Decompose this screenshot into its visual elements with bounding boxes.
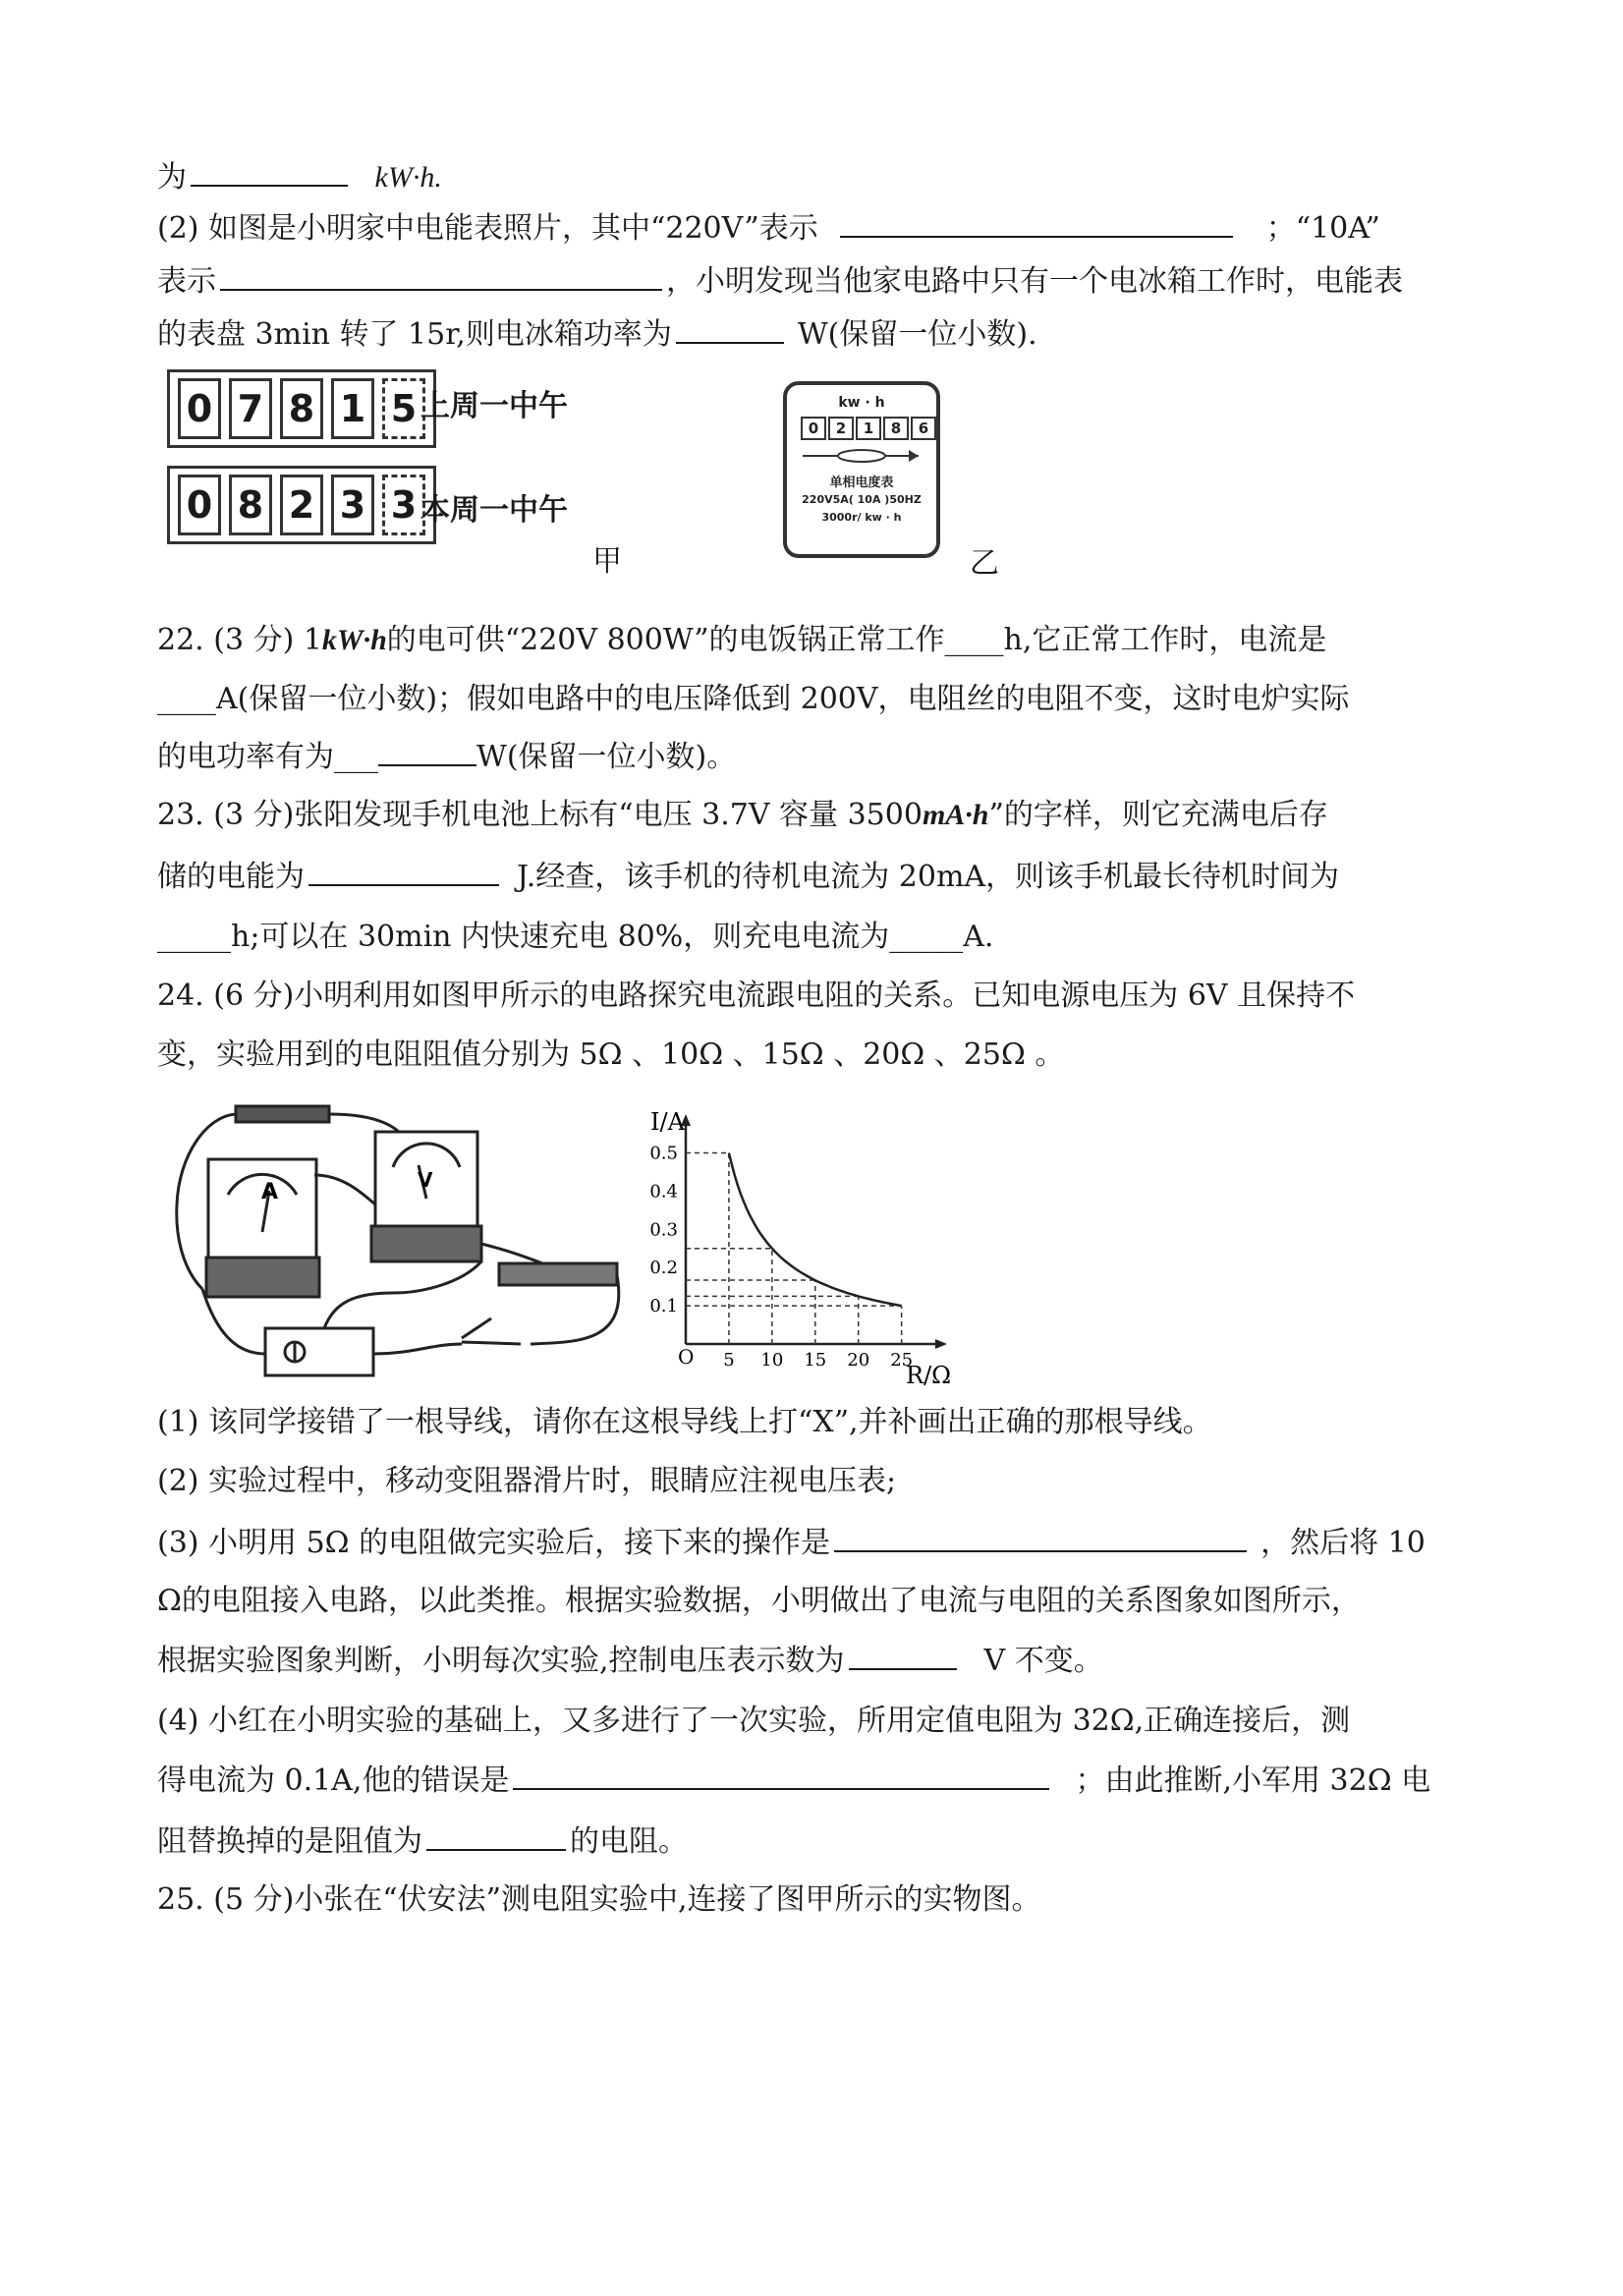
q22-line2: ____A(保留一位小数)；假如电路中的电压降低到 200V，电阻丝的电阻不变，这时电炉实际 — [157, 682, 1350, 716]
q22-text: 的电功率有为___ — [157, 740, 378, 774]
q22-line1 — [157, 619, 1326, 662]
digit: 0 — [801, 417, 826, 440]
q24-p1: (1) 该同学接错了一根导线，请你在这根导线上打“X”,并补画出正确的那根导线。 — [157, 1405, 1212, 1439]
digit: 7 — [229, 378, 272, 439]
q23-text: J.经查，该手机的待机电流为 20mA，则该手机最长待机时间为 — [517, 860, 1340, 894]
meter-reading-this-week — [167, 466, 436, 544]
q21-tail-prefix: 为 — [157, 160, 187, 195]
q24-p2: (2) 实验过程中，移动变阻器滑片时，眼睛应注视电压表; — [157, 1464, 897, 1498]
q24-line2: 变，实验用到的电阻阻值分别为 5Ω 、10Ω 、15Ω 、20Ω 、25Ω 。 — [157, 1037, 1065, 1072]
q24-text: 根据实验图象判断，小明每次实验,控制电压表示数为 — [157, 1644, 845, 1678]
q24-text: ，然后将 10 — [1260, 1526, 1426, 1560]
q23-line1 — [157, 794, 1328, 837]
digit: 3 — [331, 475, 374, 535]
y-tick-label: 0.1 — [649, 1296, 678, 1317]
q24-line1: 24. (6 分)小明利用如图甲所示的电路探究电流跟电阻的关系。已知电源电压为 6V 且保持不 — [157, 979, 1356, 1013]
q24-p4-line3 — [157, 1820, 688, 1864]
meter-digits — [801, 417, 936, 440]
meter-spec-2: 3000r/ kw · h — [821, 511, 902, 524]
answer-blank[interactable] — [676, 312, 784, 344]
q24-text: 得电流为 0.1A,他的错误是 — [157, 1764, 510, 1798]
x-tick-label: 10 — [760, 1350, 784, 1371]
answer-blank[interactable] — [426, 1820, 566, 1851]
q22-line3 — [157, 735, 736, 779]
q23-text: 23. (3 分)张阳发现手机电池上标有“电压 3.7V 容量 3500 — [157, 798, 923, 832]
ammeter-label: A — [261, 1180, 279, 1204]
voltmeter-label: V — [418, 1168, 433, 1192]
row2-label: 本周一中午 — [420, 493, 568, 528]
row1-label: 上周一中午 — [420, 389, 568, 423]
digit: 0 — [178, 475, 221, 535]
meter-reading-last-week — [167, 369, 436, 448]
answer-blank[interactable] — [513, 1759, 1049, 1790]
meter-name: 单相电度表 — [829, 476, 894, 490]
q23-line3: _____h;可以在 30min 内快速充电 80%，则充电电流为_____A. — [157, 920, 994, 954]
q23-line2 — [157, 855, 1339, 899]
answer-blank[interactable] — [308, 855, 499, 886]
answer-blank[interactable] — [220, 259, 662, 291]
q23-text: 储的电能为 — [157, 860, 305, 894]
q21-2-text: ；“10A” — [1265, 211, 1380, 246]
current-resistance-graph — [629, 1104, 963, 1389]
q21-2-text: (2) 如图是小明家中电能表照片，其中“220V”表示 — [157, 211, 818, 246]
circuit-diagram — [167, 1096, 629, 1381]
q25-line1: 25. (5 分)小张在“伏安法”测电阻实验中,连接了图甲所示的实物图。 — [157, 1882, 1041, 1917]
q24-p3-line2: Ω的电阻接入电路，以此类推。根据实验数据，小明做出了电流与电阻的关系图象如图所示， — [157, 1584, 1361, 1618]
digit: 6 — [911, 417, 936, 440]
x-axis-arrow — [935, 1339, 947, 1349]
rotating-disc-icon — [801, 446, 923, 466]
figure-caption-jia: 甲 — [592, 544, 622, 579]
q24-text: (3) 小明用 5Ω 的电阻做完实验后，接下来的操作是 — [157, 1526, 831, 1560]
answer-blank[interactable] — [840, 206, 1233, 238]
digit: 0 — [178, 378, 221, 439]
q21-tail-line — [157, 155, 442, 199]
meter-spec-1: 220V5A( 10A )50HZ — [802, 493, 922, 506]
x-tick-label: 25 — [890, 1350, 914, 1371]
unit-kwh: kW·h. — [374, 161, 442, 194]
digit: 8 — [229, 475, 272, 535]
x-tick-label: 5 — [723, 1350, 735, 1371]
q21-2-text: 表示 — [157, 264, 216, 299]
answer-blank[interactable] — [849, 1639, 957, 1670]
figure-caption-yi: 乙 — [970, 546, 999, 581]
q24-p3-line1 — [157, 1521, 1426, 1565]
y-tick-label: 0.5 — [649, 1143, 678, 1164]
q22-text: W(保留一位小数)。 — [476, 740, 737, 774]
q24-p4-line1: (4) 小红在小明实验的基础上，又多进行了一次实验，所用定值电阻为 32Ω,正确连接后，测 — [157, 1704, 1351, 1738]
digit: 1 — [856, 417, 881, 440]
unit-mah: mA·h — [922, 799, 989, 831]
y-tick-label: 0.2 — [649, 1258, 678, 1279]
decimal-digit: 3 — [382, 475, 425, 535]
q24-p3-line3 — [157, 1639, 1103, 1683]
x-tick-label: 15 — [804, 1350, 827, 1371]
digit: 8 — [280, 378, 323, 439]
q24-p4-line2 — [157, 1759, 1430, 1803]
q21-2-line3 — [157, 312, 1037, 357]
answer-blank[interactable] — [191, 155, 348, 187]
q24-text: ；由此推断,小军用 32Ω 电 — [1075, 1764, 1431, 1798]
q21-2-line1 — [157, 206, 1380, 251]
meter-unit: kw · h — [838, 395, 885, 411]
y-tick-label: 0.4 — [649, 1181, 678, 1203]
q23-text: ”的字样，则它充满电后存 — [988, 798, 1328, 832]
digit: 2 — [828, 417, 854, 440]
origin-label: O — [678, 1345, 695, 1369]
q24-text: 的电阻。 — [570, 1824, 688, 1859]
digit: 8 — [883, 417, 909, 440]
y-axis-label: I/A — [650, 1108, 685, 1136]
energy-meter — [783, 381, 940, 558]
answer-blank[interactable] — [378, 735, 476, 766]
q24-text: V 不变。 — [983, 1644, 1103, 1678]
q22-text: 22. (3 分) 1 — [157, 623, 322, 657]
y-tick-label: 0.3 — [649, 1219, 678, 1241]
decimal-digit: 5 — [382, 378, 425, 439]
unit-kwh: kW·h — [321, 624, 387, 656]
x-tick-label: 20 — [847, 1350, 870, 1371]
digit: 2 — [280, 475, 323, 535]
q21-2-text: 的表盘 3min 转了 15r,则电冰箱功率为 — [157, 317, 672, 352]
q21-2-text: ，小明发现当他家电路中只有一个电冰箱工作时，电能表 — [666, 264, 1403, 299]
q21-2-text: W(保留一位小数). — [797, 317, 1037, 352]
q21-2-line2 — [157, 259, 1403, 304]
digit: 1 — [331, 378, 374, 439]
q22-text: 的电可供“220V 800W”的电饭锅正常工作____h,它正常工作时，电流是 — [386, 623, 1327, 657]
x-axis-label: R/Ω — [906, 1362, 952, 1389]
answer-blank[interactable] — [834, 1521, 1247, 1552]
series-line — [729, 1153, 902, 1307]
q24-text: 阻替换掉的是阻值为 — [157, 1824, 422, 1859]
